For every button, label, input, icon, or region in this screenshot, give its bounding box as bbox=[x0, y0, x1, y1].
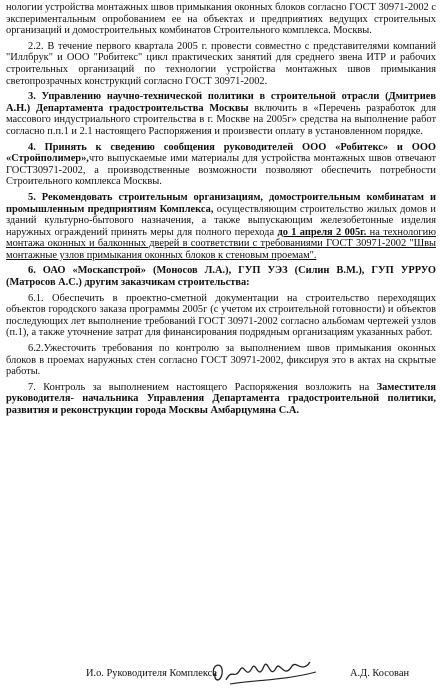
paragraph-p0 bbox=[6, 2, 436, 37]
paragraph-text-run: включить в «Перечень разработок для массового индустриального строительства в г. Москве на 2005г» средства на выполнение работ согласно п.п.1 и 2.1 настоящего Распоряжения и произвести оплату в установленном порядке. bbox=[6, 102, 436, 137]
handwritten-signature bbox=[206, 650, 326, 694]
paragraph-text-run: что выпускаемые ими материалы для устройства монтажных швов отвечают ГОСТ30971-2002, а производственные возможности позволяют обеспечить потребности Строительного комплекса Москвы. bbox=[6, 153, 436, 188]
paragraph-p7 bbox=[6, 343, 436, 378]
paragraph-p8 bbox=[6, 382, 436, 417]
paragraph-p1 bbox=[6, 41, 436, 87]
paragraph-p3 bbox=[6, 142, 436, 188]
paragraph-text-run: нологии устройства монтажных швов примыкания оконных блоков согласно ГОСТ 30971-2002 с экспериментальным опробованием ее на объектах и предприятиях ведущих строительных организаций и домостроительных комбинатов Строительного комплекса. Москвы. bbox=[6, 2, 436, 37]
paragraph-text-run: 6. ОАО «Москапстрой» (Моносов Л.А.), ГУП УЭЗ (Силин В.М.), ГУП УРРУО (Матросов А.С.) другим заказчикам строительства: bbox=[6, 265, 436, 289]
document-body bbox=[6, 2, 436, 417]
paragraph-text-run: 7. Контроль за выполнением настоящего Распоряжения возложить на bbox=[28, 381, 377, 393]
signature-block bbox=[0, 650, 444, 694]
paragraph-p2 bbox=[6, 91, 436, 137]
signatory-title: И.о. Руководителя Комплекса bbox=[86, 668, 217, 679]
paragraph-text-run: осуществляющим строительство жилых домов и зданий культурно-бытового назначения, а также выпускающим железобетонные изделия наружных ограждений принять меры для полного перехода bbox=[6, 203, 436, 238]
paragraph-text-run: 2.2. В течение первого квартала 2005 г. провести совместно с представителями компаний "Иллбрук" и ООО "Робитекс" цикл практических занятий для среднего звена ИТР и рабочих строительных организаций по технологии устройства монтажных швов примыкания светопрозрачных конструкций согласно ГОСТ 30971-2002. bbox=[6, 40, 436, 87]
paragraph-text-run: на технологию монтажа оконных и балконных дверей в соответствии с требованиями ГОСТ 30971-2002 "Швы монтажные узлов примыкания оконных блоков к стеновым проемам". bbox=[6, 226, 436, 261]
paragraph-text-run: 6.1. Обеспечить в проектно-сметной документации на строительство переходящих объектов городского заказа программы 2005г (с учетом их строительной готовности) и объектов последующих лет выполнение требований ГОСТ 30971-2002 согласно альбомам чертежей узлов (п.1), а также уточнение затрат для финансирования подрядным организациям указанных работ. bbox=[6, 292, 436, 339]
paragraph-p4 bbox=[6, 192, 436, 262]
signatory-name: А.Д. Косован bbox=[350, 668, 409, 679]
paragraph-text-run: Заместителя руководителя- начальника Управления Департамента градостроительной политики, развития и реконструкции города Москвы Амбарцумяна С.А. bbox=[6, 381, 436, 416]
paragraph-p5 bbox=[6, 265, 436, 288]
paragraph-text-run: до 1 апреля 2 005г. bbox=[277, 226, 367, 238]
paragraph-text-run: 4. Принять к сведению сообщения руководителей ООО «Робитекс» и ООО «Стройполимер», bbox=[6, 141, 436, 165]
paragraph-p6 bbox=[6, 293, 436, 339]
paragraph-text-run: 5. Рекомендовать строительным организациям, домостроительным комбинатам и промышленным предприятиям Комплекса, bbox=[6, 191, 436, 215]
paragraph-text-run: 3. Управлению научно-технической политики в строительной отрасли (Дмитриев А.Н.) Департамента градостроительства Москвы bbox=[6, 91, 436, 114]
paragraph-text-run: 6.2.Ужесточить требования по контролю за выполнением швов примыкания оконных блоков в проемах наружных стен согласно ГОСТ 30971-2002, фиксируя это в актах на скрытые работы. bbox=[6, 343, 436, 378]
